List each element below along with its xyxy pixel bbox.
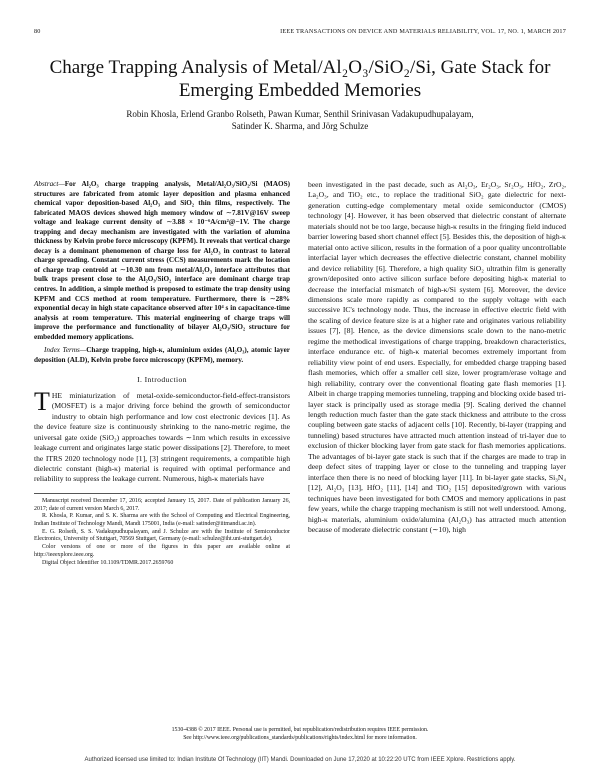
section-heading: I. Introduction xyxy=(137,375,187,385)
footnote: R. Khosla, P. Kumar, and S. K. Sharma are with the School of Computing and Electrical Engineering, Indian Institute of Technology Mandi, Mandi 175001, India (e-mail: satinder@iitmandi.ac.in). xyxy=(34,513,290,528)
footnote: Manuscript received December 17, 2016; accepted January 15, 2017. Date of publication January 26, 2017; date of current version March 6, 2017. xyxy=(34,497,290,512)
index-terms-text: Charge trapping, high-κ, aluminium oxides (Al₂O₃), atomic layer deposition (ALD), Kelvin probe force microscopy (KPFM), memory. xyxy=(34,346,290,364)
index-terms xyxy=(34,346,290,365)
authors-line-1: Robin Khosla, Erlend Granbo Rolseth, Pawan Kumar, Senthil Srinivasan Vadakupudhupalayam, xyxy=(126,109,474,119)
page-number: 80 xyxy=(34,28,41,35)
authors-line-2: Satinder K. Sharma, and Jörg Schulze xyxy=(231,121,369,131)
introduction-left xyxy=(34,386,290,485)
footnotes xyxy=(34,493,290,567)
left-column xyxy=(34,180,290,567)
author-list xyxy=(60,108,540,132)
footnote: Digital Object Identifier 10.1109/TDMR.2017.2659760 xyxy=(42,559,174,566)
abstract-lead: Abstract— xyxy=(34,180,65,188)
intro-paragraph-right: been investigated in the past decade, such as Al₂O₃, Er₂O₃, Sr₂O₃, HfO₂, ZrO₂, La₂O₃, and TiO₂ etc., to replace the traditional SiO₂ gate dielectric for next-generation cutting-edge complementary metal oxide semiconductor (CMOS) technology [4]. However, it has been observed that dielectric constant of alternate materials should not be too large, because high-κ results in the fringing field induced barrier lowering based short channel effect [5]. Besides this, the deposition of high-κ material onto active silicon, results in the formation of a poor quality uncontrollable interfacial layer which decreases the effective dielectric constant, channel mobility and device reliability [6]. Therefore, a high quality SiO₂ ultrathin film is generally grown/deposited onto active silicon surface before depositing high-κ material to decrease the interfacial mismatch of high-κ/Si system [6]. Moreover, the device dimensions scale more rapidly as compared to the supply voltage with each successive IC's technology node. Thus, the increase in effective electric field with the scaling of device feature size is at a higher rate and originates various reliability issues [7], [8]. Hence, as the device dimensions scale down to the nano-metric regime the methodical investigations of charge trapping, breakdown characteristics, interface endurance etc. of high-κ material becomes extremely important from reliability view point of end users. Especially, for embedded charge trapping based flash memories, which offer a smaller cell size, lower program/erase voltage and high reliability, contrary over the conventional floating gate flash memories [1]. Albeit in charge trapping memories tunneling, trapping and blocking oxide based tri-layer stack is principally used as storage media [9]. Scaling derived the channel length reduction much faster than the gate stack thickness and attribute to the cross coupling between gate stacks of adjacent cells [10]. Recently, bi-layer (trapping and tunneling) based structures have attracted much attention instead of tri-layer due to exclusion of thicker blocking layer from gate stack for flash memories applications. The advantages of bi-layer gate stack is such that if the charges are made to trap in deep defect sites of trapping layer or close to the tunneling and trapping layer interface then there is no need of blocking layer [11]. In bi-layer gate stacks, Si₃N₄ [12], Al₂O₃ [13], HfO₂ [11], [14] and TiO₂ [15] deposited/grown with various techniques have been investigated for both CMOS and memory applications in past few years, while the charge trapping mechanism is still not well understood. Among, high-κ materials, aluminium oxide/alumina (Al₂O₃) has attracted much attention because of moderate dielectric constant (∼10), high xyxy=(308,180,566,534)
abstract-text: For Al₂O₃ charge trapping analysis, Metal/Al₂O₃/SiO₂/Si (MAOS) structures are fabricated from atomic layer deposition and plasma enhanced chemical vapor deposition-based Al₂O₃ and SiO₂ thin films, respectively. The fabricated MAOS devices showed high memory window of ∼7.81V@16V sweep voltage and leakage current density of ∼3.88 × 10⁻⁶A/cm²@−1V. The charge trapping and decay mechanism are investigated with the variation of alumina thickness by Kelvin probe force microscopy (KPFM). It reveals that vertical charge decay is a dominant phenomenon of charge loss for Al₂O₃ in contrast to lateral charge spreading. Constant current stress (CCS) measurements mark the location of charge trap centroid at ∼10.30 nm from metal/Al₂O₃ interface attributes that bulk traps present close to the Al₂O₃/SiO₂ interface are dominant charge trap centres. In addition, a simple method is proposed to estimate the trap density using KPFM and CCS method at room temperature. Furthermore, there is ∼28% exponential decay in high state capacitance observed after 10⁴ s in capacitance-time analysis at room temperature. This material engineering of charge traps will improve the performance and functionality of bilayer Al₂O₃/SiO₂ structure for embedded memory applications. xyxy=(34,180,290,341)
footnote: E. G. Rolseth, S. S. Vadakupudhupalayam, and J. Schulze are with the Institute of Semiconductor Electronics, University of Stuttgart, 70569 Stuttgart, Germany (e-mail: schulze@iht.uni-stuttgart.de). xyxy=(34,528,290,543)
paper-title: Charge Trapping Analysis of Metal/Al₂O₃/SiO₂/Si, Gate Stack for Emerging Embedded Memories xyxy=(49,57,551,101)
abstract xyxy=(34,180,290,342)
copyright-line-1: 1530-4388 © 2017 IEEE. Personal use is permitted, but republication/redistribution requires IEEE permission. xyxy=(171,727,429,733)
intro-paragraph-left: HE miniaturization of metal-oxide-semiconductor-field-effect-transistors (MOSFET) is a major driving force behind the growth of semiconductor industry to obtain high performance and low cost electronic devices [1]. As the device feature size is continuously shrinking to the nano-metric regime, the universal gate oxide (SiO₂) approaches towards ∼1nm which results in excessive leakage current and originates large static power dissipations [2]. Therefore, to meet the ITRS 2020 technology node [1], [3] stringent requirements, a compatible high dielectric constant (high-κ) material is required with optimal performance and reliability to suppress the leakage current. Numerous, high-κ materials have xyxy=(34,390,290,484)
copyright-line-2: See http://www.ieee.org/publications_standards/publications/rights/index.html for more information. xyxy=(183,734,417,741)
drop-cap: T xyxy=(34,386,50,416)
footnote: Color versions of one or more of the figures in this paper are available online at http://ieeexplore.ieee.org. xyxy=(34,544,290,558)
right-column xyxy=(308,180,566,535)
index-terms-lead: Index Terms— xyxy=(44,346,87,355)
license-notice: Authorized licensed use limited to: Indian Institute Of Technology (IIT) Mandi. Downloaded on June 17,2020 at 10:22:20 UTC from IEEE Xplore. Restrictions apply. xyxy=(84,757,516,763)
journal-name: IEEE TRANSACTIONS ON DEVICE AND MATERIALS RELIABILITY, VOL. 17, NO. 1, MARCH 2017 xyxy=(280,28,566,35)
copyright-notice xyxy=(34,727,566,742)
